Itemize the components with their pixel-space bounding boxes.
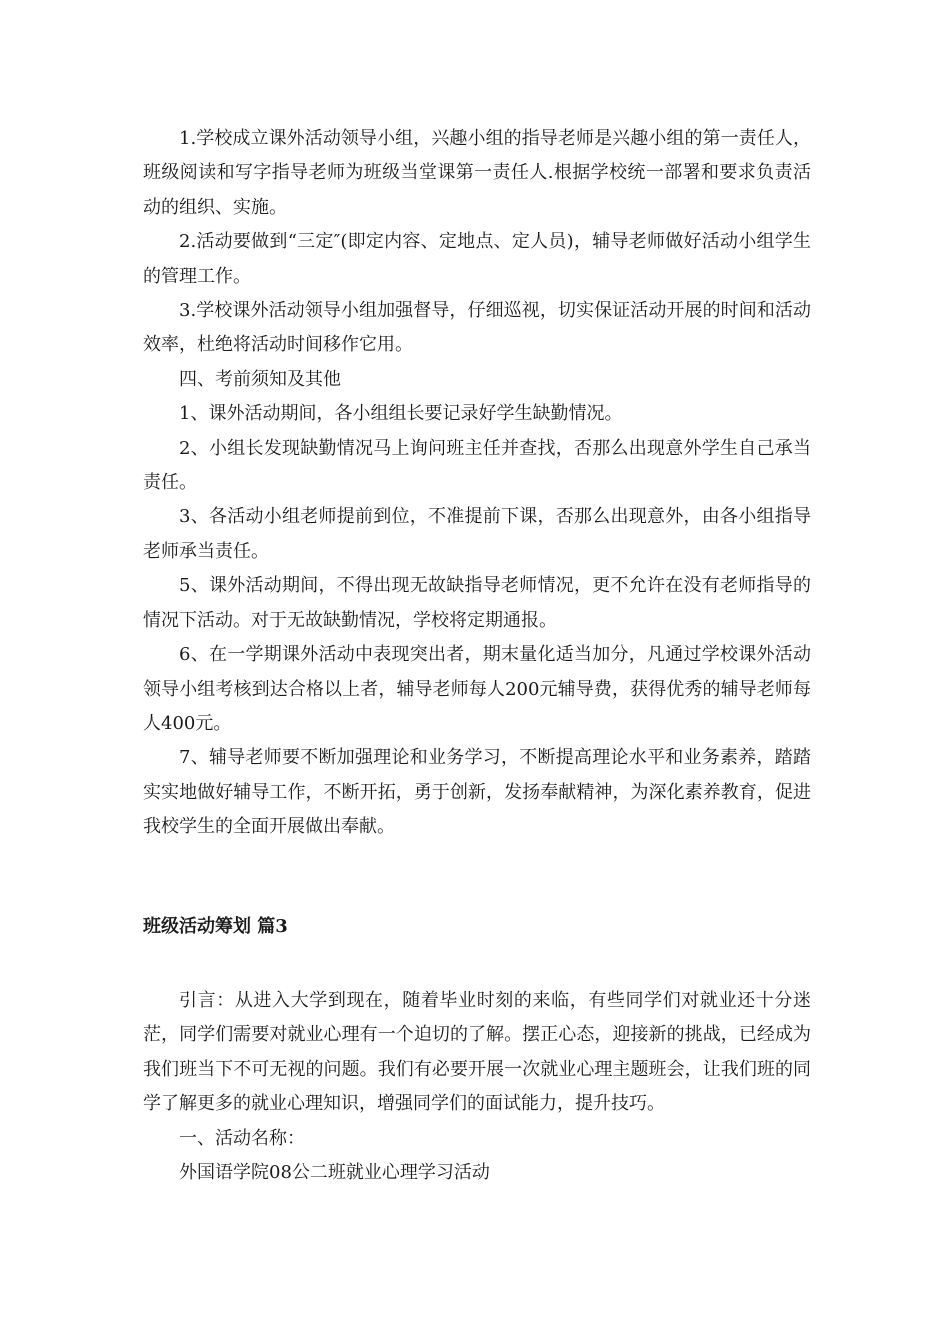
paragraph: 外国语学院08公二班就业心理学习活动 [179, 1162, 490, 1184]
paragraph: 1、课外活动期间，各小组组长要记录好学生缺勤情况。 [179, 403, 623, 425]
body-text-block-1 [143, 122, 811, 845]
paragraph: 7、辅导老师要不断加强理论和业务学习，不断提高理论水平和业务素养，踏踏实实地做好辅导工作，不断开拓，勇于创新，发扬奉献精神，为深化素养教育，促进我校学生的全面开展做出奉献。 [143, 747, 811, 838]
paragraph: 2.活动要做到“三定″(即定内容、定地点、定人员)，辅导老师做好活动小组学生的管理工作。 [143, 231, 811, 287]
paragraph: 6、在一学期课外活动中表现突出者，期末量化适当加分，凡通过学校课外活动领导小组考核到达合格以上者，辅导老师每人200元辅导费，获得优秀的辅导老师每人400元。 [143, 644, 811, 734]
body-text-block-2 [143, 984, 811, 1190]
paragraph: 3、各活动小组老师提前到位，不准提前下课，否那么出现意外，由各小组指导老师承当责任。 [143, 506, 811, 562]
paragraph: 3.学校课外活动领导小组加强督导，仔细巡视，切实保证活动开展的时间和活动效率，杜绝将活动时间移作它用。 [143, 300, 811, 356]
paragraph: 引言：从进入大学到现在，随着毕业时刻的来临，有些同学们对就业还十分迷茫，同学们需要对就业心理有一个迫切的了解。摆正心态，迎接新的挑战，已经成为我们班当下不可无视的问题。我们有必要开展一次就业心理主题班会，让我们班的同学了解更多的就业心理知识，增强同学们的面试能力，提升技巧。 [143, 990, 811, 1115]
section-heading: 一、活动名称： [179, 1127, 305, 1149]
paragraph: 2、小组长发现缺勤情况马上询问班主任并查找，否那么出现意外学生自己承当责任。 [143, 437, 811, 494]
article-title: 班级活动筹划 篇3 [143, 916, 288, 937]
paragraph: 1.学校成立课外活动领导小组，兴趣小组的指导老师是兴趣小组的第一责任人，班级阅读和写字指导老师为班级当堂课第一责任人.根据学校统一部署和要求负责活动的组织、实施。 [143, 128, 811, 218]
section-heading: 四、考前须知及其他 [179, 368, 341, 390]
paragraph: 5、课外活动期间，不得出现无故缺指导老师情况，更不允许在没有老师指导的情况下活动。对于无故缺勤情况，学校将定期通报。 [143, 575, 811, 631]
